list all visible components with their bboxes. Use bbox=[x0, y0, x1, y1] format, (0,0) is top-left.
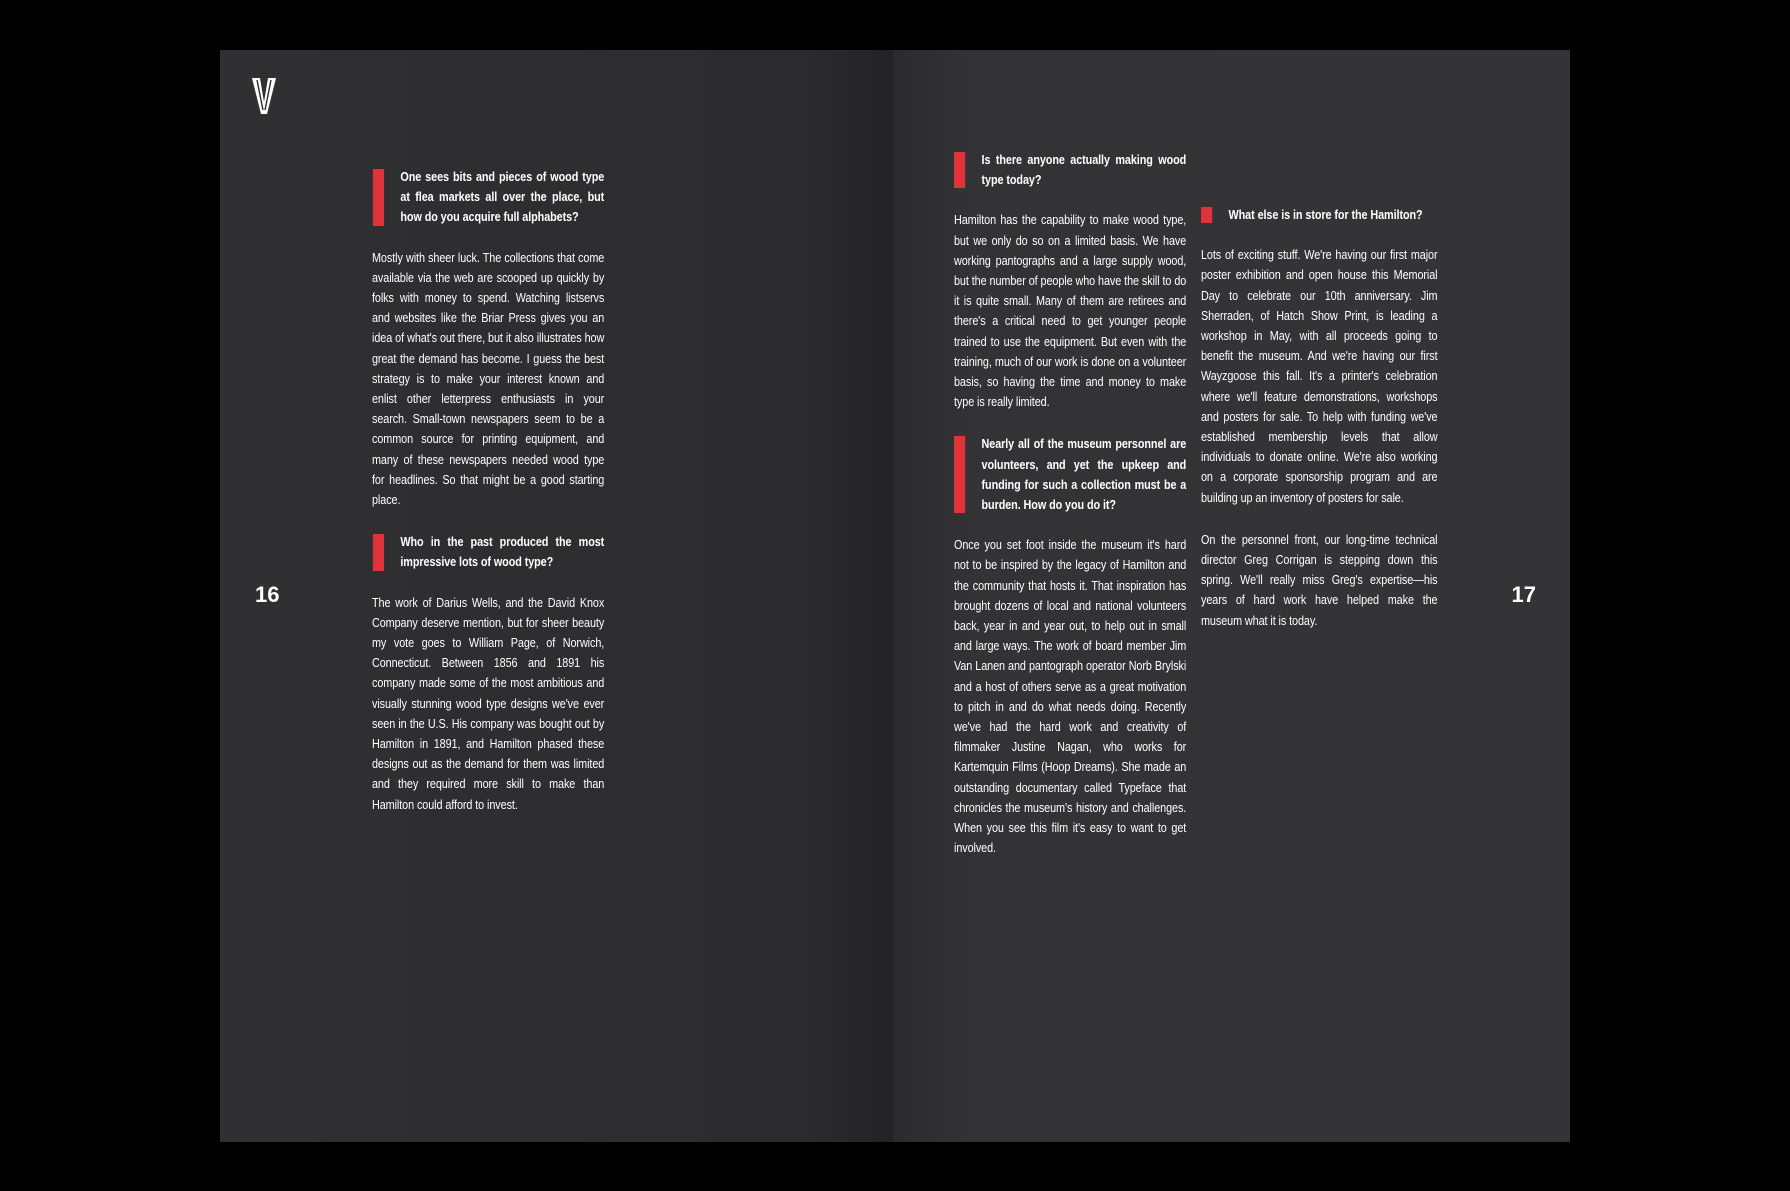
magazine-spread bbox=[220, 50, 1570, 1142]
page-number: 17 bbox=[1511, 582, 1536, 607]
answer-paragraph: On the personnel front, our long-time technical director Greg Corrigan is stepping down this spring. We'll really miss Greg's expertise—his years of hard work have helped make the museum what it is today. bbox=[1201, 532, 1438, 628]
left-page bbox=[220, 50, 893, 1142]
answer-paragraph: Mostly with sheer luck. The collections that come available via the web are scooped up quickly by folks with money to spend. Watching listservs and websites like the Briar Press gives you an idea of what's out there, but it also illustrates how great the demand has become. I guess the best strategy is to make your interest known and enlist other letterpress enthusiasts in your search. Small-town newspapers seem to be a common source for printing equipment, and many of these newspapers needed wood type for headlines. So that might be a good starting place. bbox=[372, 250, 605, 508]
answer-paragraph: Hamilton has the capability to make wood type, but we only do so on a limited basis. We have working pantographs and a large supply wood, but the number of people who have the skill to do it is quite small. Many of them are retirees and there's a critical need to get younger people trained to use the equipment. But even with the training, much of our work is done on a volunteer basis, so having the time and money to make type is really limited. bbox=[954, 213, 1187, 410]
question: Who in the past produced the most impressive lots of wood type? bbox=[400, 532, 604, 572]
answer-paragraph: The work of Darius Wells, and the David Knox Company deserve mention, but for sheer beauty my vote goes to William Page, of Norwich, Connecticut. Between 1856 and 1891 his company made some of the most ambitious and visually stunning wood type designs we've ever seen in the U.S. His company was bought out by Hamilton in 1891, and Hamilton phased these designs out as the demand for them was limited and they required more skill to make than Hamilton could afford to invest. bbox=[372, 595, 605, 812]
answer-paragraph: Once you set foot inside the museum it's hard not to be inspired by the legacy of Hamilton and the community that hosts it. That inspiration has brought dozens of local and national volunteers back, year in and year out, to help out in small and large ways. The work of board member Jim Van Lanen and pantograph operator Norb Brylski and a host of others serve as a great motivation to pitch in and do what needs doing. Recently we've had the hard work and creativity of filmmaker Justine Nagan, who works for Kartemquin Films (Hoop Dreams). She made an outstanding documentary called Typeface that chronicles the museum's history and challenges. When you see this film it's easy to want to get involved. bbox=[954, 538, 1187, 856]
answer-paragraph: Lots of exciting stuff. We're having our first major poster exhibition and open house this Memorial Day to celebrate our 10th anniversary. Jim Sherraden, of Hatch Show Print, is leading a workshop in May, with all proceeds going to benefit the museum. And we're having our first Wayzgoose this fall. It's a printer's celebration where we'll feature demonstrations, workshops and posters for sale. To help with funding we've established membership levels that allow individuals to donate online. We're also working on a corporate sponsorship program and are building up an inventory of posters for sale. bbox=[1201, 248, 1438, 505]
question: Nearly all of the museum personnel are volunteers, and yet the upkeep and funding for such a collection must be a burden. How do you do it? bbox=[982, 434, 1187, 515]
red-marker-bar bbox=[954, 436, 965, 513]
logo-v-icon bbox=[251, 76, 277, 116]
red-marker-bar bbox=[954, 152, 965, 188]
question: One sees bits and pieces of wood type at flea markets all over the place, but how do you acquire full alphabets? bbox=[400, 167, 604, 228]
page-number: 16 bbox=[255, 582, 280, 607]
red-marker-bar bbox=[373, 534, 384, 570]
right-column-1 bbox=[954, 150, 1186, 881]
red-marker-bar bbox=[373, 169, 384, 226]
right-column-2 bbox=[1201, 205, 1438, 653]
red-marker-bar bbox=[1201, 207, 1212, 223]
left-column bbox=[372, 167, 604, 837]
question: What else is in store for the Hamilton? bbox=[1229, 205, 1438, 225]
question: Is there anyone actually making wood type today? bbox=[982, 150, 1187, 190]
